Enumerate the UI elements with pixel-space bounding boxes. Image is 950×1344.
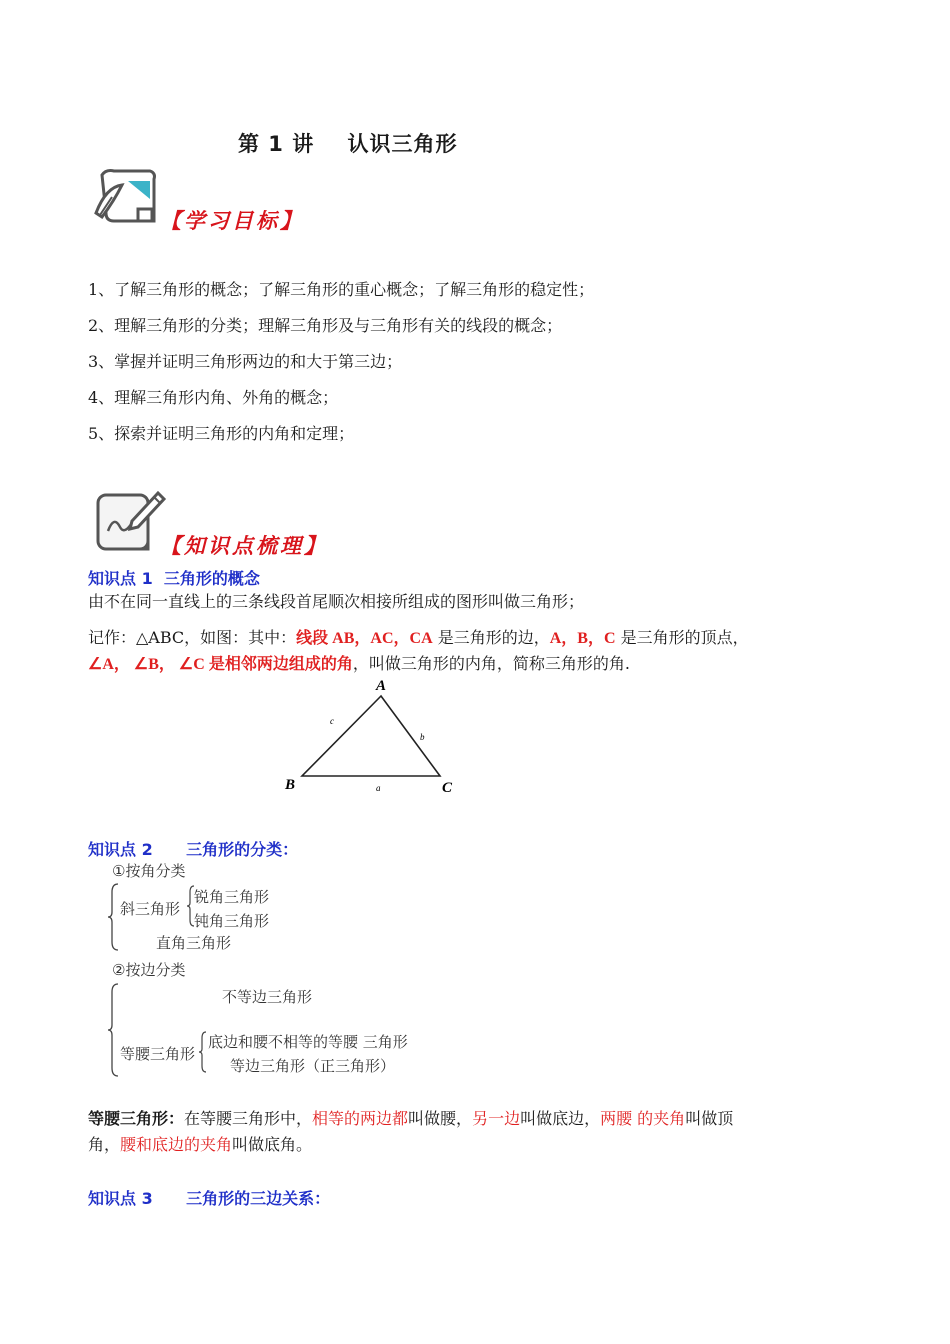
oblique-triangle: 斜三角形: [120, 900, 181, 918]
vertices-term: A，B，C: [549, 630, 616, 647]
quill-scroll-icon: [88, 165, 168, 237]
definition-text: 叫做底角。: [232, 1135, 313, 1154]
knowledge-points-label: 【知识点梳理】: [160, 534, 328, 558]
acute-triangle: 锐角三角形: [194, 888, 270, 906]
definition-text: 叫做底边，: [520, 1109, 601, 1128]
legs-highlight: 相等的两边都: [312, 1109, 409, 1128]
definition-text: 叫做顶: [685, 1109, 734, 1128]
objective-item: 2、理解三角形的分类；理解三角形及与三角形有关的线段的概念；: [88, 316, 563, 335]
definition-text: 在等腰三角形中，: [184, 1109, 313, 1128]
definition-text: 叫做腰，: [408, 1109, 473, 1128]
notation-text: 是三角形的边，: [432, 628, 550, 647]
side-c-label: c: [330, 716, 334, 726]
base-angle-highlight: 腰和底边的夹角: [120, 1135, 233, 1154]
isosceles-non-equilateral: 底边和腰不相等的等腰 三角形: [208, 1033, 408, 1051]
isosceles-definition-line2: [88, 1135, 312, 1155]
objective-item: 1、了解三角形的概念；了解三角形的重心概念；了解三角形的稳定性；: [88, 280, 595, 299]
inner-brace-side: [198, 1030, 208, 1074]
sides-term: 线段 AB，AC，CA: [296, 630, 433, 647]
kp2-heading: 知识点 2 三角形的分类：: [88, 840, 299, 859]
kp3-heading: 知识点 3 三角形的三边关系：: [88, 1189, 331, 1208]
notation-text: 记作：△ABC，如图：其中：: [88, 628, 297, 647]
objective-item: 5、探索并证明三角形的内角和定理；: [88, 424, 355, 443]
definition-text: 角，: [88, 1135, 121, 1154]
objective-item: 4、理解三角形内角、外角的概念；: [88, 388, 339, 407]
isosceles-triangle: 等腰三角形: [120, 1045, 196, 1063]
notation-text: ，叫做三角形的内角，简称三角形的角.: [352, 654, 630, 673]
classify-by-angle-label: ①按角分类: [112, 862, 186, 880]
objective-item: 3、掌握并证明三角形两边的和大于第三边；: [88, 352, 403, 371]
kp1-definition: 由不在同一直线上的三条线段首尾顺次相接所组成的图形叫做三角形；: [88, 592, 585, 611]
classify-by-side-label: ②按边分类: [112, 961, 186, 979]
equilateral-triangle: 等边三角形（正三角形）: [230, 1057, 396, 1075]
right-triangle: 直角三角形: [156, 934, 232, 952]
obtuse-triangle: 钝角三角形: [194, 912, 270, 930]
isosceles-term: 等腰三角形：: [88, 1109, 185, 1128]
kp1-heading: 知识点 1 三角形的概念: [88, 569, 260, 588]
vertex-c-label: C: [442, 780, 453, 796]
triangle-figure: [280, 672, 470, 800]
base-highlight: 另一边: [472, 1109, 521, 1128]
knowledge-points-banner: [160, 530, 328, 560]
side-a-label: a: [376, 783, 381, 793]
notation-text: 是三角形的顶点，: [615, 628, 749, 647]
learning-objectives-banner: [160, 205, 304, 235]
scalene-triangle: 不等边三角形: [222, 988, 313, 1006]
learning-objectives-label: 【学习目标】: [160, 209, 304, 233]
page-title: 第 1 讲 认识三角形: [238, 132, 458, 156]
vertex-a-label: A: [376, 678, 387, 694]
vertex-b-label: B: [285, 777, 296, 793]
angles-term: ∠A， ∠B， ∠C 是相邻两边组成的角: [88, 656, 353, 673]
notepad-pencil-icon: [92, 487, 168, 555]
kp1-notation-line: [88, 628, 749, 649]
side-b-label: b: [420, 732, 425, 742]
isosceles-definition-line1: [88, 1109, 733, 1129]
vertex-angle-highlight: 两腰 的夹角: [600, 1109, 686, 1128]
